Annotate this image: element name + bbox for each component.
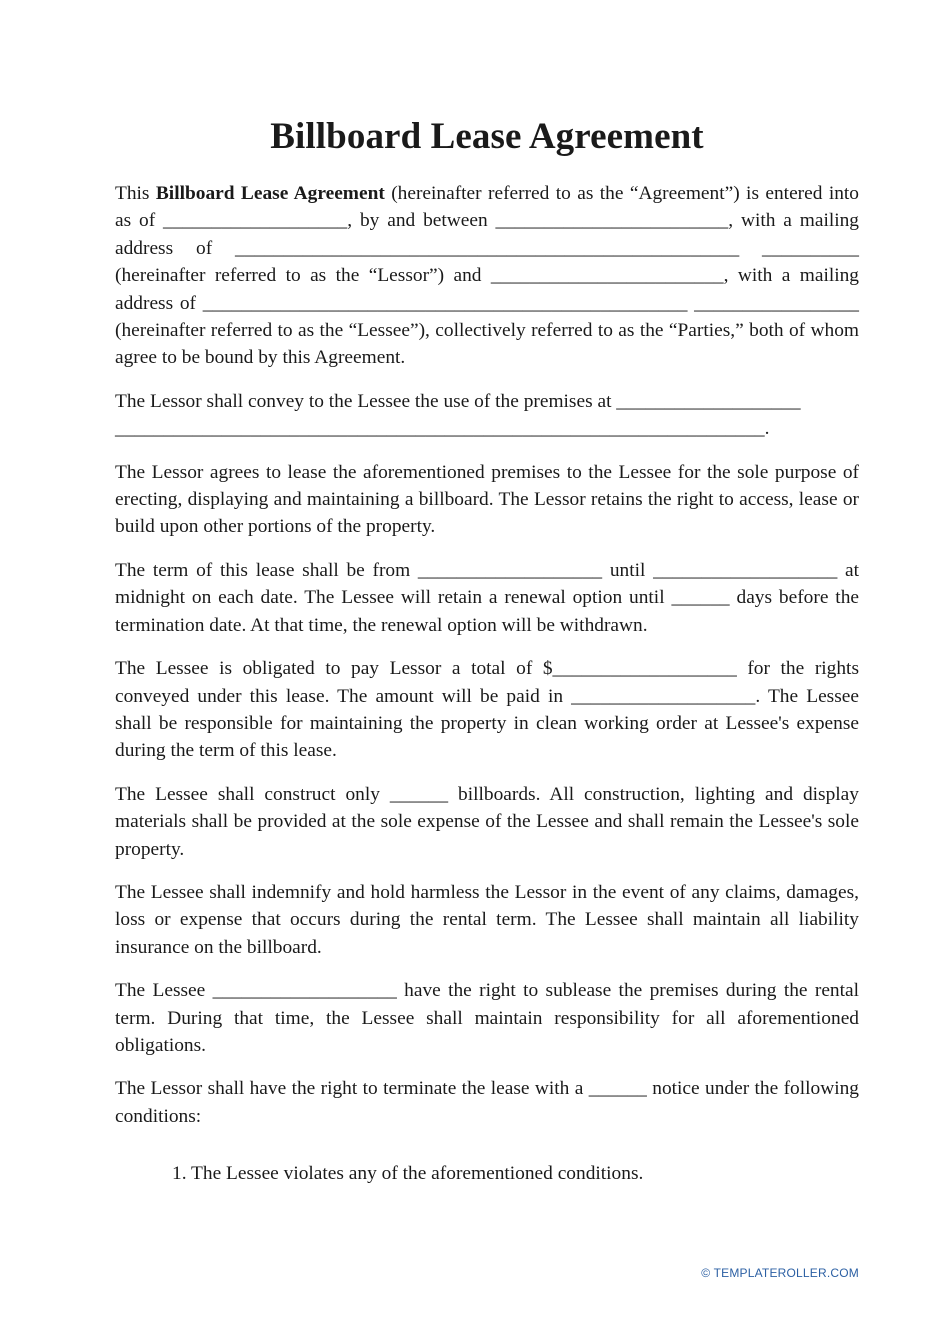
intro-prefix: This bbox=[115, 183, 156, 204]
payment-paragraph: The Lessee is obligated to pay Lessor a total of $___________________ for the rights conveyed under this lease. The amount will be paid in ___________________. The Lessee shall be responsible for maintaining the property in clean working order at Lessee's expense during the term of this lease. bbox=[115, 658, 859, 762]
premises-paragraph bbox=[115, 388, 859, 443]
footer-copyright[interactable]: © TEMPLATEROLLER.COM bbox=[701, 1266, 859, 1280]
document-title: Billboard Lease Agreement bbox=[270, 116, 704, 157]
list-item: 1. The Lessee violates any of the aforementioned conditions. bbox=[172, 1163, 644, 1185]
agreement-name: Billboard Lease Agreement bbox=[155, 183, 385, 204]
purpose-paragraph: The Lessor agrees to lease the aforementioned premises to the Lessee for the sole purpose of erecting, displaying and maintaining a billboard. The Lessor retains the right to access, lease or build upon other portions of the property. bbox=[115, 461, 859, 538]
term-paragraph: The term of this lease shall be from ___________________ until ___________________ at midnight on each date. The Lessee will retain a renewal option until ______ days before the termination date. At that time, the renewal option will be withdrawn. bbox=[115, 559, 859, 636]
document-page bbox=[115, 110, 859, 1188]
intro-paragraph bbox=[115, 180, 859, 372]
construction-paragraph: The Lessee shall construct only ______ billboards. All construction, lighting and display materials shall be provided at the sole expense of the Lessee and shall remain the Lessee's sole property. bbox=[115, 783, 859, 860]
premises-line-2: ___________________________________________________________________. bbox=[115, 418, 770, 440]
indemnity-paragraph: The Lessee shall indemnify and hold harmless the Lessor in the event of any claims, damages, loss or expense that occurs during the rental term. The Lessee shall maintain all liability insurance on the billboard. bbox=[115, 881, 859, 958]
premises-line-1: The Lessor shall convey to the Lessee the use of the premises at ___________________ bbox=[115, 390, 801, 412]
termination-conditions-list bbox=[115, 1160, 859, 1187]
termination-paragraph: The Lessor shall have the right to terminate the lease with a ______ notice under the following conditions: bbox=[115, 1078, 859, 1127]
intro-body: (hereinafter referred to as the “Agreement”) is entered into as of ___________________, by and between ________________________, with a mailing address of ____________________________________________________ __________ (hereinafter referred to as the “Lessor”) and ________________________, with a mailing address of __________________________________________________ _________________ (hereinafter referred to as the “Lessee”), collectively referred to as the “Parties,” both of whom agree to be bound by this Agreement. bbox=[115, 183, 859, 369]
sublease-paragraph: The Lessee ___________________ have the right to sublease the premises during the rental term. During that time, the Lessee shall maintain responsibility for all aforementioned obligations. bbox=[115, 980, 859, 1056]
